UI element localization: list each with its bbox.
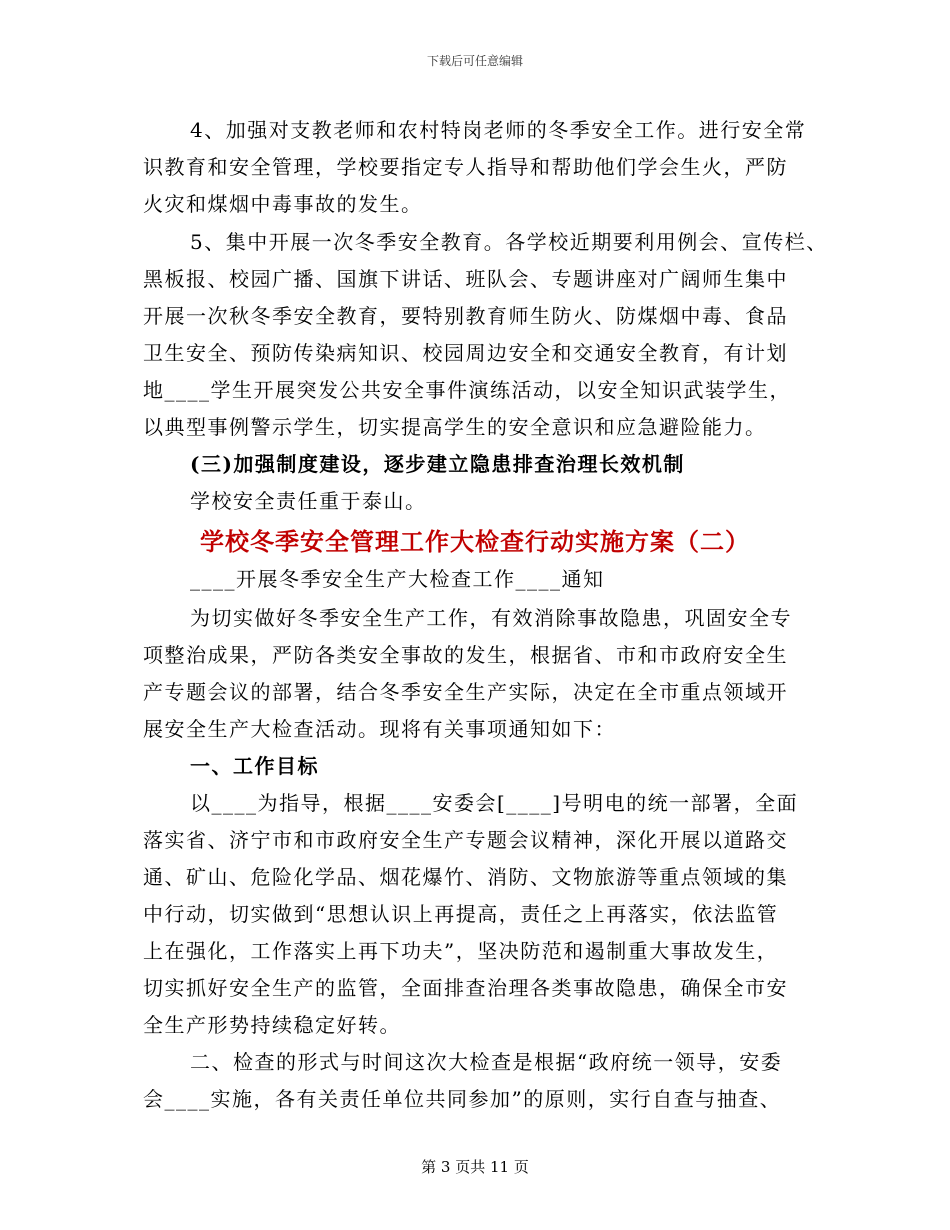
document-title: 学校冬季安全管理工作大检查行动实施方案（二） xyxy=(200,527,750,556)
paragraph-line: 4、加强对支教老师和农村特岗老师的冬季安全工作。进行安全常 xyxy=(190,118,807,142)
page-footer: 第 3 页共 11 页 xyxy=(421,1158,529,1176)
paragraph-line: 中行动，切实做到“思想认识上再提高，责任之上再落实，依法监管 xyxy=(143,902,779,926)
paragraph-line: 识教育和安全管理，学校要指定专人指导和帮助他们学会生火，严防 xyxy=(143,155,788,179)
paragraph-line: 黑板报、校园广播、国旗下讲话、班队会、专题讲座对广阔师生集中 xyxy=(143,267,788,291)
paragraph-line: 展安全生产大检查活动。现将有关事项通知如下： xyxy=(143,717,616,741)
paragraph-line: 产专题会议的部署，结合冬季安全生产实际，决定在全市重点领域开 xyxy=(143,680,788,704)
paragraph-line: 为切实做好冬季安全生产工作，有效消除事故隐患，巩固安全专 xyxy=(190,606,792,630)
paragraph-line: 火灾和煤烟中毒事故的发生。 xyxy=(143,192,423,216)
paragraph-line: 以典型事例警示学生，切实提高学生的安全意识和应急避险能力。 xyxy=(143,415,767,439)
page-header: 下载后可任意编辑 xyxy=(426,54,523,68)
paragraph-line: 全生产形势持续稳定好转。 xyxy=(143,1013,401,1037)
paragraph-line: 会____实施，各有关责任单位共同参加”的原则，实行自查与抽查、 xyxy=(143,1087,782,1111)
paragraph-line: 卫生安全、预防传染病知识、校园周边安全和交通安全教育，有计划 xyxy=(143,341,788,365)
section-heading: 一、工作目标 xyxy=(190,754,319,778)
paragraph-line: 地____学生开展突发公共安全事件演练活动，以安全知识武装学生， xyxy=(143,378,791,402)
paragraph-line: 学校安全责任重于泰山。 xyxy=(190,489,427,513)
notice-title: ____开展冬季安全生产大检查工作____通知 xyxy=(190,567,605,591)
paragraph-line: 以____为指导，根据____安委会[____]号明电的统一部署，全面 xyxy=(190,791,799,815)
paragraph-line: 开展一次秋冬季安全教育，要特别教育师生防火、防煤烟中毒、食品 xyxy=(143,304,788,328)
paragraph-line: 二、检查的形式与时间这次大检查是根据“政府统一领导，安委 xyxy=(190,1050,783,1074)
paragraph-line: 5、集中开展一次冬季安全教育。各学校近期要利用例会、宣传栏、 xyxy=(190,230,828,254)
paragraph-line: 上在强化，工作落实上再下功夫”，坚决防范和遏制重大事故发生， xyxy=(143,939,779,963)
paragraph-line: 切实抓好安全生产的监管，全面排查治理各类事故隐患，确保全市安 xyxy=(143,976,788,1000)
paragraph-line: 通、矿山、危险化学品、烟花爆竹、消防、文物旅游等重点领域的集 xyxy=(143,865,788,889)
paragraph-line: 落实省、济宁市和市政府安全生产专题会议精神，深化开展以道路交 xyxy=(143,828,788,852)
section-heading: (三)加强制度建设，逐步建立隐患排查治理长效机制 xyxy=(190,452,685,476)
paragraph-line: 项整治成果，严防各类安全事故的发生，根据省、市和市政府安全生 xyxy=(143,643,788,667)
